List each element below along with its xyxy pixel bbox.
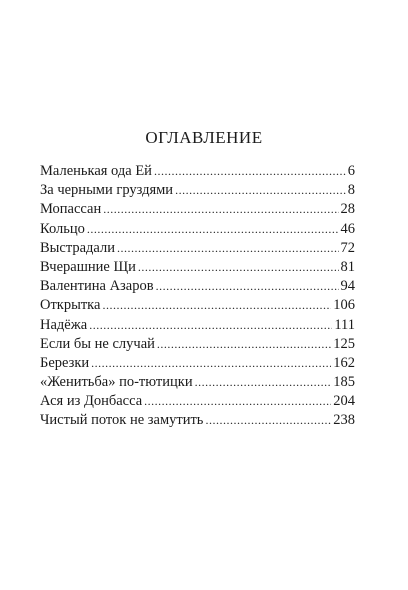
toc-leader-dots bbox=[103, 200, 338, 219]
toc-entry bbox=[40, 392, 355, 411]
toc-entry-title: Ася из Донбасса bbox=[40, 393, 143, 410]
toc-entry-page: 94 bbox=[340, 278, 355, 295]
toc-entry-title: Надёжа bbox=[40, 316, 88, 333]
toc-entry-page: 204 bbox=[333, 393, 355, 410]
toc-entry-page: 111 bbox=[334, 316, 355, 333]
toc-leader-dots bbox=[138, 258, 339, 277]
toc-entry bbox=[40, 316, 355, 335]
toc-entry-page: 72 bbox=[340, 239, 355, 256]
toc-leader-dots bbox=[87, 220, 339, 239]
toc-entry-title: За черными груздями bbox=[40, 182, 174, 199]
toc-leader-dots bbox=[91, 354, 331, 373]
toc-entry-title: «Женитьба» по-тютицки bbox=[40, 374, 193, 391]
toc-entry-title: Маленькая ода Ей bbox=[40, 163, 152, 179]
toc-leader-dots bbox=[89, 316, 332, 335]
toc-leader-dots bbox=[195, 373, 332, 392]
toc-entry-page: 185 bbox=[333, 374, 355, 391]
toc-entry bbox=[40, 296, 355, 315]
toc-leader-dots bbox=[154, 162, 346, 181]
toc-entry bbox=[40, 373, 355, 392]
toc-entry bbox=[40, 411, 355, 430]
toc-entry-title: Валентина Азаров bbox=[40, 278, 154, 295]
toc-entry-page: 125 bbox=[333, 335, 355, 352]
toc-leader-dots bbox=[205, 411, 331, 430]
toc-entry-page: 6 bbox=[347, 163, 355, 179]
toc-entry-title: Кольцо bbox=[40, 220, 85, 237]
toc-entry-title: Выстрадали bbox=[40, 239, 115, 256]
toc-entry bbox=[40, 258, 355, 277]
toc-list bbox=[40, 162, 355, 431]
toc-entry-title: Если бы не случай bbox=[40, 335, 155, 352]
toc-entry bbox=[40, 220, 355, 239]
toc-entry-page: 106 bbox=[333, 297, 355, 314]
toc-entry-page: 46 bbox=[340, 220, 355, 237]
toc-entry-page: 8 bbox=[347, 182, 355, 199]
toc-leader-dots bbox=[156, 277, 339, 296]
toc-entry bbox=[40, 239, 355, 258]
toc-entry-page: 28 bbox=[340, 201, 355, 218]
toc-entry-page: 238 bbox=[333, 412, 355, 429]
toc-leader-dots bbox=[157, 335, 331, 354]
toc-leader-dots bbox=[117, 239, 339, 258]
toc-title: ОГЛАВЛЕНИЕ bbox=[145, 128, 263, 147]
toc-entry-title: Мопассан bbox=[40, 201, 102, 218]
toc-entry bbox=[40, 162, 355, 181]
toc-entry bbox=[40, 354, 355, 373]
toc-entry bbox=[40, 277, 355, 296]
toc-entry-title: Вчерашние Щи bbox=[40, 258, 136, 275]
toc-entry bbox=[40, 335, 355, 354]
toc-entry-title: Открытка bbox=[40, 297, 101, 314]
toc-entry-page: 162 bbox=[333, 354, 355, 371]
toc-entry-title: Березки bbox=[40, 354, 90, 371]
toc-entry bbox=[40, 181, 355, 200]
toc-entry-page: 81 bbox=[340, 258, 355, 275]
toc-entry-title: Чистый поток не замутить bbox=[40, 412, 204, 429]
toc-leader-dots bbox=[175, 181, 346, 200]
toc-leader-dots bbox=[102, 296, 331, 315]
toc-leader-dots bbox=[144, 392, 331, 411]
toc-entry bbox=[40, 200, 355, 219]
